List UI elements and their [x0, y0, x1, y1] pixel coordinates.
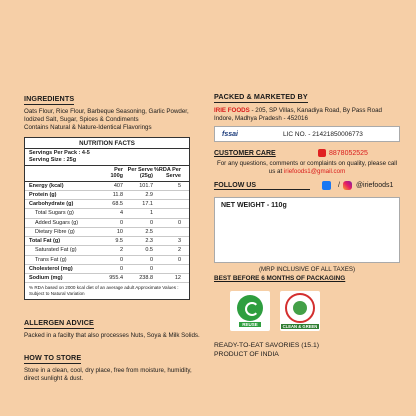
nutrition-cell-rda: 0 [177, 256, 181, 263]
storage-heading: HOW TO STORE [24, 352, 82, 362]
nutrition-cell-serve: 101.7 [139, 182, 153, 189]
nutrition-cell-name: Protein (g) [29, 191, 57, 198]
nutrition-cell-serve: 2.3 [145, 238, 153, 245]
product-category: READY-TO-EAT SAVORIES (15.1) [214, 342, 320, 350]
nutrition-cell-p100: 68.5 [112, 201, 123, 208]
customer-care-row [214, 149, 400, 157]
nutrition-rows [25, 182, 189, 284]
nutrition-cell-name: Total Fat (g) [29, 238, 61, 245]
nutrition-cell-name: Total Sugars (g) [35, 210, 74, 217]
customer-care-label: CUSTOMER CARE [214, 149, 276, 157]
serving-size: Serving Size : 25g [29, 157, 77, 164]
nutrition-cell-serve: 0 [149, 256, 153, 263]
perserve-header: Per Serve (25g) [127, 166, 153, 180]
nutrition-cell-serve: 1 [149, 210, 153, 217]
nutrition-cell-serve: 17.1 [142, 201, 153, 208]
nutrition-cell-rda [153, 209, 181, 217]
left-column [24, 88, 206, 383]
nutrition-cell-serve: 0 [149, 265, 153, 272]
nutrition-row [25, 200, 189, 209]
storage-text: Store in a clean, cool, dry place, free from moisture, humidity, direct sunlight & dust. [24, 366, 192, 382]
nutrition-cell-rda [153, 265, 181, 273]
nutrition-cell-p100: 10 [116, 228, 123, 235]
address-text: - 205, SP Villas, Kanadiya Road, By Pass Road Indore, Madhya Pradesh - 452016 [214, 107, 382, 123]
fssai-license: LIC NO. - 21421850006773 [283, 130, 363, 138]
nutrition-cell-serve: 0.5 [145, 247, 153, 254]
allergen-text: Packed in a facilty that also processes Nuts, Soya & Milk Solids. [24, 331, 200, 339]
nutrition-cell-serve: 0 [149, 219, 153, 226]
mrp-note: (MRP INCLUSIVE OF ALL TAXES) [258, 266, 356, 274]
phone-icon [318, 149, 326, 157]
allergen-section [24, 312, 206, 340]
nutrition-row [25, 219, 189, 228]
net-weight: NET WEIGHT - 110g [221, 202, 287, 210]
ingredients-text: Oats Flour, Rice Flour, Barbeque Seasoning, Garlic Powder, Iodized Salt, Sugar, Spices & Condiments [24, 108, 189, 124]
nutrition-cell-p100: 9.5 [115, 238, 123, 245]
brand-name: IRIE FOODS [214, 107, 250, 114]
fssai-logo: fssai [222, 130, 238, 138]
right-column [214, 86, 400, 360]
nutrition-cell-p100: 0 [119, 265, 123, 272]
nutrient-col-header [29, 167, 101, 180]
follow-row [214, 181, 400, 190]
nutrition-cell-serve: 2.5 [145, 228, 153, 235]
nutrition-cell-name: Saturated Fat (g) [35, 247, 77, 254]
net-weight-box [214, 197, 400, 263]
email-link[interactable]: iriefoods1@gmail.com [283, 168, 346, 176]
social-handle[interactable]: @iriefoods1 [355, 182, 394, 190]
ingredients-heading: INGREDIENTS [24, 94, 75, 103]
nutrition-cell-serve: 238.8 [139, 275, 153, 282]
nutrition-cell-name: Cholesterol (mg) [29, 265, 73, 272]
nutrition-row [25, 265, 189, 274]
reuse-label: REUSE [239, 322, 261, 327]
clean-green-icon [285, 293, 315, 323]
nutrition-cell-name: Sodium (mg) [29, 275, 63, 282]
product-origin: PRODUCT OF INDIA [214, 351, 279, 359]
separator: / [338, 182, 340, 190]
nutrition-row [25, 237, 189, 246]
eco-badges [230, 291, 400, 331]
facebook-icon[interactable] [322, 181, 331, 190]
nutrition-cell-rda: 2 [177, 247, 181, 254]
nutrition-cell-p100: 2 [119, 247, 123, 254]
enquiry-text [214, 160, 400, 176]
nutrition-row [25, 274, 189, 283]
nutrition-row [25, 191, 189, 200]
nutrition-cell-name: Carbohydrate (g) [29, 201, 74, 208]
nutrition-header [25, 166, 189, 182]
packed-heading: PACKED & MARKETED BY [214, 92, 308, 101]
nutrition-cell-p100: 407 [113, 182, 123, 189]
reuse-icon [237, 295, 263, 321]
servings-per-pack: Servings Per Pack : 4-5 [29, 150, 90, 157]
nutrition-row [25, 209, 189, 218]
rda-header: %RDA Per Serve [154, 166, 181, 180]
storage-section [24, 347, 206, 383]
nutrition-cell-rda [153, 191, 181, 199]
reuse-badge [230, 291, 270, 331]
nutrition-cell-name: Trans Fat (g) [35, 256, 67, 263]
nutrition-facts-table [24, 137, 190, 300]
nutrition-cell-rda [153, 200, 181, 208]
phone-number[interactable]: 8878052525 [329, 149, 368, 157]
nutrition-cell-rda: 12 [174, 275, 181, 282]
clean-green-badge [280, 291, 320, 331]
nutrition-row [25, 182, 189, 191]
nutrition-row [25, 246, 189, 255]
nutrition-cell-rda: 0 [177, 219, 181, 226]
ingredients-contains: Contains Natural & Nature-Identical Flavorings [24, 124, 152, 132]
nutrition-cell-p100: 955.4 [109, 275, 123, 282]
enquiry-message: For any questions, comments or complaints on quality, please call us at [216, 160, 398, 176]
nutrition-cell-p100: 4 [119, 210, 123, 217]
follow-label: FOLLOW US [214, 182, 310, 190]
allergen-heading: ALLERGEN ADVICE [24, 317, 94, 327]
nutrition-cell-rda: 5 [177, 182, 181, 189]
nutrition-cell-p100: 0 [119, 256, 123, 263]
nutrition-cell-rda [153, 228, 181, 236]
best-before: BEST BEFORE 6 MONTHS OF PACKAGING [214, 275, 346, 283]
product-info [214, 341, 400, 359]
nutrition-cell-p100: 11.8 [112, 191, 123, 198]
nutrition-cell-name: Added Sugars (g) [35, 219, 79, 226]
nutrition-title: NUTRITION FACTS [25, 138, 189, 149]
nutrition-cell-rda: 3 [177, 238, 181, 245]
per100-header: Per 100g [110, 166, 123, 180]
nutrition-row [25, 228, 189, 237]
packer-address [214, 107, 400, 123]
nutrition-cell-name: Energy (kcal) [29, 182, 64, 189]
clean-green-label: CLEAN & GREEN [282, 324, 318, 330]
nutrition-cell-serve: 2.9 [145, 191, 153, 198]
fssai-box [214, 126, 400, 142]
nutrition-footnote: % RDA based on 2000 kcal diet of an average adult Approximate Values : Subject to Natural Variation [29, 285, 179, 297]
nutrition-cell-p100: 0 [119, 219, 123, 226]
nutrition-cell-name: Dietary Fibre (g) [35, 228, 75, 235]
nutrition-row [25, 256, 189, 265]
serving-info [25, 149, 189, 166]
instagram-icon[interactable] [343, 181, 352, 190]
